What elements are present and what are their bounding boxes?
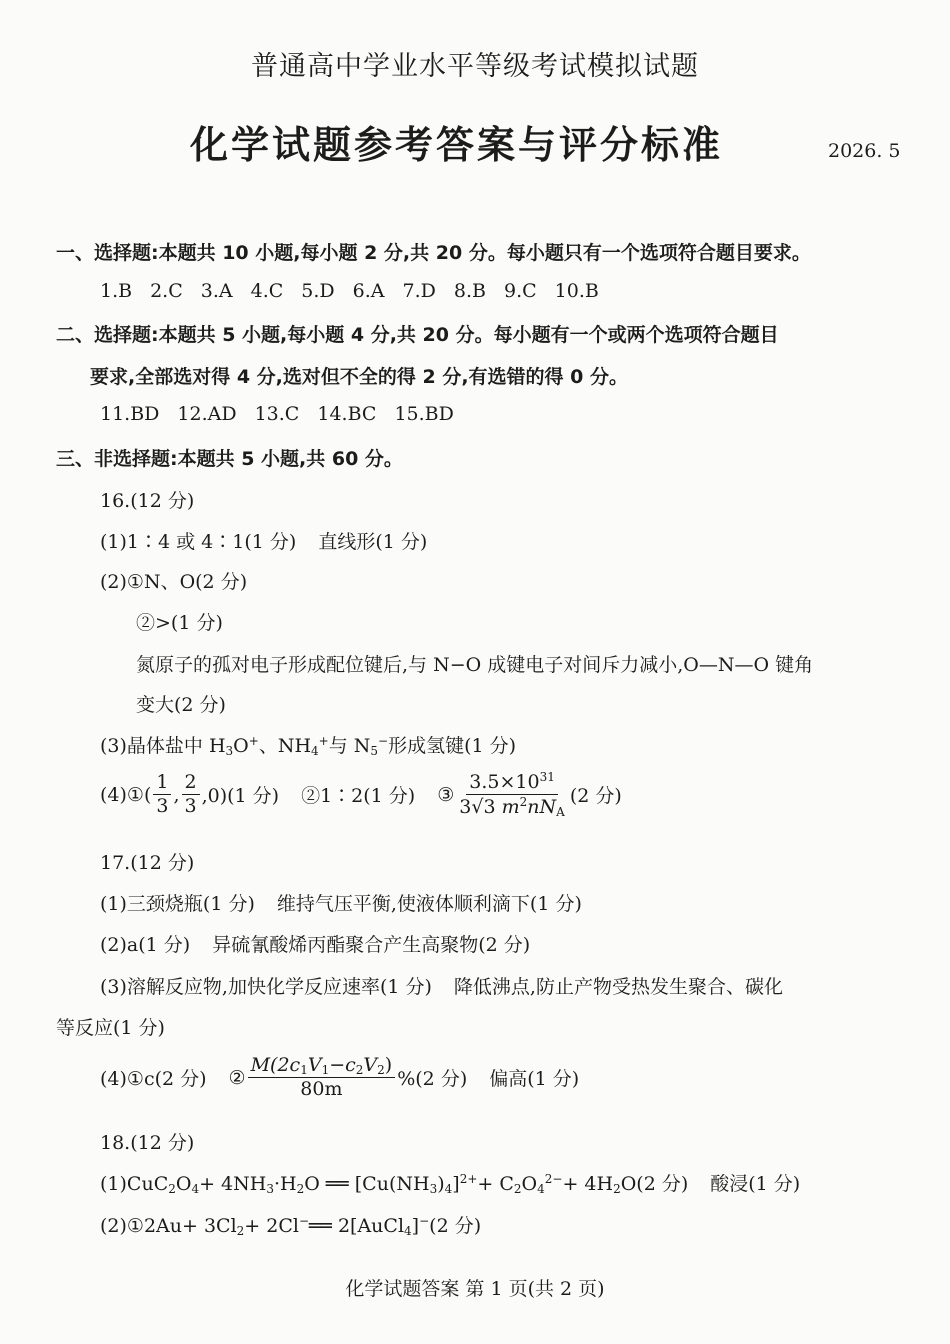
eq-text: + 4H <box>562 1173 614 1195</box>
q16-title: 16.(12 分) <box>100 490 195 512</box>
q16-p2-explain: 氮原子的孤对电子形成配位键后,与 N−O 成键电子对间斥力减小,O—N—O 键角 <box>136 654 814 676</box>
q16-part4 <box>100 770 622 819</box>
subscript: 5 <box>370 744 379 758</box>
purity-fraction <box>248 1054 396 1101</box>
num-text: V <box>307 1054 322 1076</box>
answer-8: 8.B <box>453 280 486 302</box>
q16-p3-text: O <box>233 735 249 757</box>
subscript: 4 <box>191 1182 200 1196</box>
subscript: 2 <box>613 1182 621 1196</box>
subscript: 4 <box>537 1182 545 1196</box>
subscript: 3 <box>225 744 234 758</box>
fraction <box>182 771 200 818</box>
answer-1: 1.B <box>100 280 133 302</box>
q17-p4-label: ② <box>228 1066 246 1089</box>
subscript: 2 <box>168 1182 176 1196</box>
fraction-numerator: 2 <box>182 771 200 795</box>
eq-text: O <box>521 1173 538 1195</box>
superscript: − <box>298 1214 310 1228</box>
num-text: V <box>363 1054 378 1076</box>
answer-9: 9.C <box>504 280 537 302</box>
answer-14: 14.BC <box>317 403 377 425</box>
superscript: 2− <box>544 1172 563 1186</box>
superscript: 31 <box>539 770 555 784</box>
fraction-denominator: 80m <box>300 1078 343 1101</box>
q16-p4-ratio: ②1∶2(1 分) <box>301 785 416 808</box>
q17-title: 17.(12 分) <box>100 852 195 874</box>
superscript: 2+ <box>459 1172 478 1186</box>
q16-p4-text: ,0)(1 分) <box>201 785 280 808</box>
section2-heading-line2: 要求,全部选对得 4 分,选对但不全的得 2 分,有选错的得 0 分。 <box>90 366 629 388</box>
q17-part1 <box>100 889 582 916</box>
superscript: + <box>248 734 259 748</box>
q18-p1-step: 酸浸(1 分) <box>710 1173 801 1195</box>
page-footer: 化学试题答案 第 1 页(共 2 页) <box>345 1278 605 1300</box>
eq-text: + C <box>477 1173 514 1195</box>
eq-text: (2 分) <box>429 1215 482 1237</box>
q16-part3 <box>100 731 516 758</box>
section3-heading: 三、非选择题:本题共 5 小题,共 60 分。 <box>56 448 403 470</box>
q16-p2-elements: (2)①N、O(2 分) <box>100 571 248 593</box>
answer-12: 12.AD <box>177 403 237 425</box>
q17-p4-c: 偏高(1 分) <box>489 1068 580 1091</box>
subscript: 3 <box>429 1182 438 1196</box>
q17-p2-a: (2)a(1 分) <box>100 934 191 956</box>
q17-part3 <box>100 972 783 999</box>
superscript: − <box>419 1214 430 1228</box>
answer-15: 15.BD <box>394 403 454 425</box>
q17-p4-a: (4)①c(2 分) <box>100 1068 207 1091</box>
den-var: nN <box>527 795 557 818</box>
subscript: 2 <box>377 1063 385 1077</box>
q16-p1-ratio: (1)1∶4 或 4∶1(1 分) <box>100 531 297 553</box>
eq-text: (1)CuC <box>100 1173 169 1195</box>
subscript: A <box>556 804 565 819</box>
superscript: − <box>378 734 389 748</box>
q16-p3-text: 与 N <box>328 735 371 757</box>
answer-11: 11.BD <box>100 403 160 425</box>
q16-p2-explain-cont: 变大(2 分) <box>136 694 226 716</box>
exam-supertitle: 普通高中学业水平等级考试模拟试题 <box>251 51 699 82</box>
fraction-denominator: 3 <box>184 795 197 818</box>
subscript: 2 <box>236 1224 245 1238</box>
q16-p3-text: 形成氢键(1 分) <box>388 735 517 757</box>
q16-p2-compare: ②>(1 分) <box>136 612 223 634</box>
num-text: ) <box>384 1054 393 1076</box>
superscript: + <box>318 734 329 748</box>
den-var: m <box>501 795 520 818</box>
eq-text: O(2 分) <box>620 1173 689 1195</box>
eq-text: ] <box>452 1173 460 1195</box>
q17-part2 <box>100 930 530 957</box>
q17-p3-b: 降低沸点,防止产物受热发生聚合、碳化 <box>453 976 783 998</box>
subscript: 4 <box>444 1182 453 1196</box>
superscript: 2 <box>519 794 528 809</box>
answer-2: 2.C <box>150 280 183 302</box>
q16-p4-score: (2 分) <box>569 785 622 808</box>
eq-text: + 4NH <box>199 1173 267 1195</box>
q17-part4 <box>100 1054 579 1101</box>
page-title: 化学试题参考答案与评分标准 <box>190 123 724 167</box>
den-text: 3√3 <box>459 795 502 818</box>
q16-p4-label: ③ <box>437 783 455 806</box>
q16-part1 <box>100 527 427 554</box>
numerator-base: 3.5×10 <box>469 771 540 793</box>
answer-13: 13.C <box>254 403 300 425</box>
subscript: 2 <box>513 1182 522 1196</box>
num-text: M(2c <box>250 1054 301 1076</box>
q17-p3-cont: 等反应(1 分) <box>56 1017 165 1039</box>
eq-text: ) <box>437 1173 445 1195</box>
q17-p1-b: 维持气压平衡,使液体顺利滴下(1 分) <box>276 893 582 915</box>
answer-6: 6.A <box>352 280 385 302</box>
q17-p4-score: %(2 分) <box>397 1068 468 1091</box>
fraction-numerator: 1 <box>153 771 171 795</box>
fraction-numerator <box>248 1054 396 1078</box>
subscript: 1 <box>300 1063 308 1077</box>
section2-answers <box>100 403 472 425</box>
fraction-denominator <box>456 795 568 819</box>
q18-title: 18.(12 分) <box>100 1132 195 1154</box>
fraction-numerator <box>466 770 558 795</box>
answer-3: 3.A <box>200 280 233 302</box>
q18-equation2 <box>100 1211 481 1238</box>
subscript: 2 <box>296 1182 305 1196</box>
q16-p4-text: (4)①( <box>100 783 152 806</box>
fraction-denominator: 3 <box>156 795 169 818</box>
q18-equation1 <box>100 1169 800 1196</box>
eq-text: ·H <box>273 1173 297 1195</box>
subscript: 3 <box>266 1182 274 1196</box>
q17-p3-a: (3)溶解反应物,加快化学反应速率(1 分) <box>100 976 432 998</box>
answer-5: 5.D <box>301 280 335 302</box>
fraction <box>153 771 171 818</box>
eq-text: ══ 2[AuCl <box>309 1215 405 1237</box>
answer-10: 10.B <box>554 280 599 302</box>
exam-date: 2026. 5 <box>828 140 901 162</box>
section2-heading-line1: 二、选择题:本题共 5 小题,每小题 4 分,共 20 分。每小题有一个或两个选项符合题目 <box>56 324 779 346</box>
answer-7: 7.D <box>402 280 436 302</box>
q16-p3-text: (3)晶体盐中 H <box>100 735 226 757</box>
subscript: 4 <box>311 744 319 758</box>
eq-text: (2)①2Au+ 3Cl <box>100 1215 237 1237</box>
q17-p1-a: (1)三颈烧瓶(1 分) <box>100 893 255 915</box>
q17-p2-b: 异硫氰酸烯丙酯聚合产生高聚物(2 分) <box>212 934 531 956</box>
section1-heading: 一、选择题:本题共 10 小题,每小题 2 分,共 20 分。每小题只有一个选项符合题目要求。 <box>56 242 811 264</box>
subscript: 2 <box>355 1063 364 1077</box>
subscript: 4 <box>404 1224 412 1238</box>
density-fraction <box>456 770 568 819</box>
q16-p4-text: , <box>173 783 180 806</box>
eq-text: O ══ [Cu(NH <box>304 1173 430 1195</box>
eq-text: O <box>175 1173 192 1195</box>
eq-text: ] <box>411 1215 420 1237</box>
eq-text: + 2Cl <box>244 1215 299 1237</box>
q16-p1-shape: 直线形(1 分) <box>318 531 428 553</box>
subscript: 1 <box>321 1063 330 1077</box>
q16-p3-text: 、NH <box>258 735 312 757</box>
answer-4: 4.C <box>250 280 284 302</box>
section1-answers <box>100 280 617 302</box>
num-text: −c <box>329 1054 356 1076</box>
